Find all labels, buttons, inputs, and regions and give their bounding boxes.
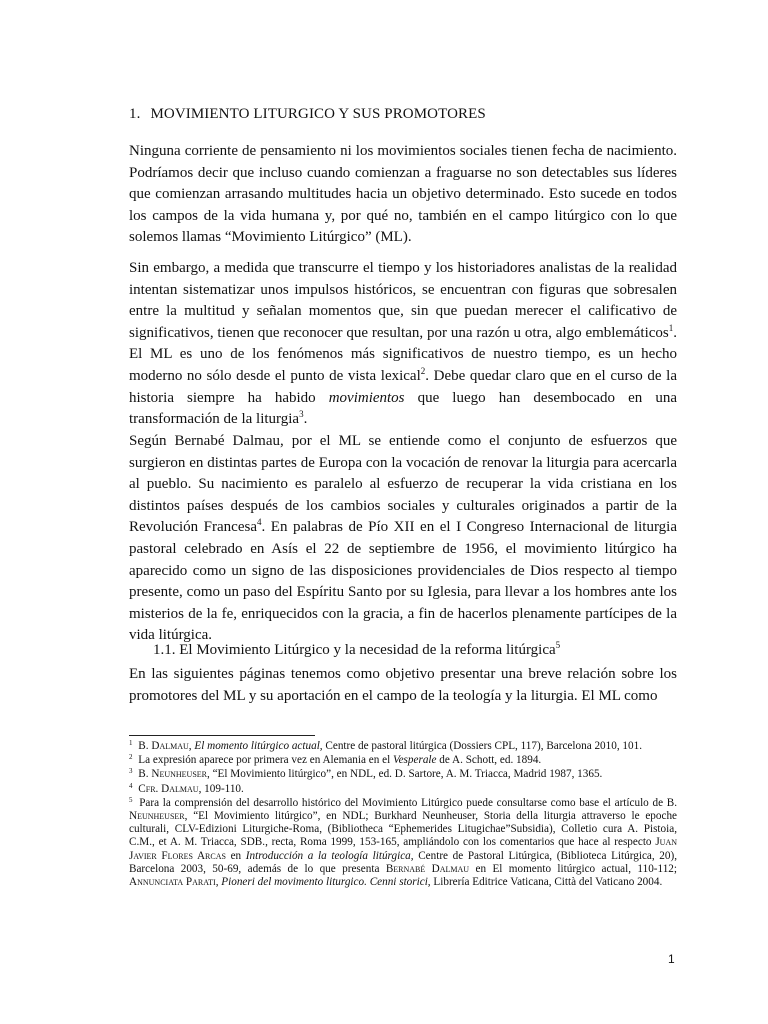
- section-number: 1.: [129, 106, 141, 122]
- footnote-4-text-b: , 109-110.: [198, 782, 244, 795]
- footnote-1: [129, 740, 677, 753]
- page-number: 1: [668, 952, 675, 966]
- footnote-4-number: 4: [129, 781, 133, 790]
- footnote-3-number: 3: [129, 767, 133, 776]
- footnote-4-cfr: Cfr: [135, 782, 156, 795]
- footnote-2-number: 2: [129, 753, 133, 762]
- subsection-heading: [153, 642, 560, 659]
- section-title: MOVIMIENTO LITURGICO Y SUS PROMOTORES: [150, 106, 486, 122]
- footnote-5-number: 5: [129, 795, 133, 804]
- footnote-3-author: Neunheuser: [151, 768, 207, 781]
- footnote-1-title: El momento litúrgico actual,: [194, 740, 323, 752]
- paragraph-2-text-b: . El ML es uno de los fenómenos más significativos de nuestro tiempo, es un hecho moderno no sólo desde el punto de vista lexical: [129, 324, 677, 384]
- footnote-ref-3[interactable]: 3: [299, 409, 304, 420]
- footnote-2-text-b: de A. Schott, ed. 1894.: [436, 754, 542, 767]
- footnote-5-text-g: Librería Editrice Vaticana, Città del Vaticano 2004.: [430, 876, 663, 889]
- footnote-3: [129, 768, 677, 781]
- footnote-5-author-3: Bernabé Dalmau: [385, 862, 470, 875]
- paragraph-3: [129, 431, 677, 647]
- footnote-5-text-c: en: [225, 849, 246, 862]
- footnote-ref-1[interactable]: 1: [668, 322, 674, 333]
- footnote-5-author-1: Neunheuser: [129, 810, 185, 823]
- footnote-5-author-2: Juan Javier Flores Arcas: [129, 836, 677, 862]
- footnotes: [129, 740, 677, 890]
- footnote-4-author: Dalmau: [161, 782, 199, 795]
- footnote-3-text-a: B.: [135, 768, 152, 781]
- footnote-5-title-2: Pioneri del movimento liturgico. Cenni storici,: [221, 876, 431, 889]
- footnote-5-text-b: , “El Movimiento litúrgico”, en NDL; Burkhard Neunheuser, Storia della liturgia attraverso le epoche culturali, CLV-Edizioni Liturgiche-Roma, (Bibliotheca “Ephemerides Litugichae”Subsidia), Colletio cura A. Pistoia, C.M., et A. M. Triacca, SDB., recta, Roma 1999, 153-165, ampliándolo con los comentarios que hace al respecto: [129, 810, 677, 849]
- footnote-5-text-e: en El momento litúrgico actual, 110-112;: [469, 862, 677, 875]
- footnote-1-text-a: B.: [135, 740, 152, 752]
- footnote-4-text-a: .: [155, 782, 162, 795]
- footnote-5-text-a: Para la comprensión del desarrollo histórico del Movimiento Litúrgico puede consultarse como base el artículo de B.: [135, 796, 677, 809]
- footnote-1-number: 1: [129, 739, 133, 747]
- footnote-ref-5[interactable]: 5: [555, 640, 561, 650]
- footnote-2: [129, 754, 677, 767]
- paragraph-2: [129, 258, 677, 431]
- footnote-1-text-c: Centre de pastoral litúrgica (Dossiers CPL, 117), Barcelona 2010, 101.: [322, 740, 643, 752]
- footnote-5: [129, 797, 677, 889]
- subsection-title: 1.1. El Movimiento Litúrgico y la necesidad de la reforma litúrgica: [153, 642, 556, 658]
- footnote-1-author: Dalmau: [151, 740, 189, 752]
- footnote-separator: [129, 735, 315, 736]
- footnote-5-author-4: Annunciata Parati: [129, 876, 216, 889]
- footnote-1-text-b: ,: [188, 740, 195, 752]
- paragraph-2-text-e: .: [303, 411, 308, 428]
- footnote-2-title: Vesperale: [393, 754, 437, 767]
- section-heading: [129, 106, 486, 123]
- paragraph-1: Ninguna corriente de pensamiento ni los movimientos sociales tienen fecha de nacimiento. Podríamos decir que incluso cuando comienzan a fraguarse no son detectables sus líderes que comienzan arrasando multitudes hacia un objetivo determinado. Esto sucede en todos los campos de la vida humana y, por qué no, también en el campo litúrgico con lo que solemos llamas “Movimiento Litúrgico” (ML).: [129, 143, 677, 246]
- footnote-ref-4[interactable]: 4: [257, 517, 262, 528]
- paragraph-3-text-a: Según Bernabé Dalmau, por el ML se entiende como el conjunto de esfuerzos que surgieron en distintas partes de Europa con la vocación de renovar la liturgia para acercarla al pueblo. Su nacimiento es paralelo al esfuerzo de recuperar la vida cristiana en los distintos países después de los cambios sociales y culturales originados a partir de la Revolución Francesa: [129, 433, 677, 536]
- paragraph-2-text-a: Sin embargo, a medida que transcurre el tiempo y los historiadores analistas de la realidad intentan sistematizar unos impulsos históricos, se encuentran con figuras que sobresalen entre la multitud y señalan momentos que, sin que puedan merecer el calificativo de significativos, tienen que reconocer que resultan, por una razón u otra, algo emblemáticos: [129, 260, 677, 341]
- footnote-2-text-a: La expresión aparece por primera vez en Alemania en el: [135, 754, 393, 767]
- footnote-5-title-1: Introducción a la teología litúrgica,: [245, 849, 414, 862]
- footnote-3-text-b: , “El Movimiento litúrgico”, en NDL, ed. D. Sartore, A. M. Triacca, Madrid 1987, 1365.: [207, 768, 603, 781]
- paragraph-2-emphasis: movimientos: [328, 389, 405, 406]
- footnote-5-text-d: Centre de Pastoral Litúrgica, (Biblioteca Litúrgica, 20), Barcelona 2003, 50-69, además de lo que presenta: [129, 849, 678, 875]
- footnote-5-text-f: ,: [215, 876, 222, 889]
- paragraph-2-text-c: . Debe quedar claro que en el curso de la historia siempre ha habido: [129, 367, 677, 406]
- footnote-4: [129, 783, 677, 796]
- paragraph-3-text-b: . En palabras de Pío XII en el I Congreso Internacional de liturgia pastoral celebrado en Asís el 22 de septiembre de 1956, el movimiento litúrgico ha aparecido como un signo de las disposiciones providenciales de Dios respecto al tiempo presente, como un paso del Espíritu Santo por su Iglesia, para llevar a los hombres ante los misterios de la fe, enriquecidos con la gracia, a fin de hacerlos plenamente partícipes de la vida litúrgica.: [129, 519, 677, 644]
- paragraph-4: En las siguientes páginas tenemos como objetivo presentar una breve relación sobre los promotores del ML y su aportación en el campo de la teología y la liturgia. El ML como: [129, 666, 677, 704]
- footnote-ref-2[interactable]: 2: [420, 365, 426, 376]
- paragraph-2-text-d: que luego han desembocado en una transformación de la liturgia: [129, 389, 677, 428]
